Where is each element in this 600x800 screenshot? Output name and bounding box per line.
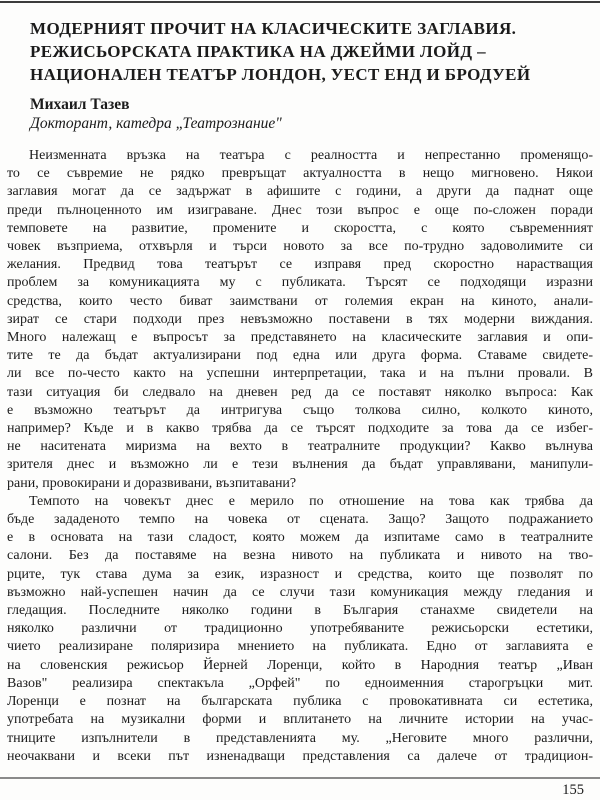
- text-line: рците, тук става дума за език, изразност и средства, които ще позволят по: [7, 566, 593, 582]
- text-line: човек възприема, отхвърля и търси новото за все по-трудно задоволимите си: [7, 239, 593, 255]
- article-body: [7, 147, 593, 766]
- text-line: не наситената миризма на вехто в театралните продукции? Какво вълнува: [7, 439, 593, 455]
- top-rule: [0, 1, 600, 3]
- text-line: зрителя днес и възможно ли е тези вълнения да бъдат управлявани, манипули-: [7, 457, 593, 473]
- author-name: Михаил Тазев: [30, 96, 130, 113]
- footer-rule: [0, 777, 600, 779]
- text-line: Темпото на човекът днес е мерило по отношение на това как трябва да: [29, 493, 593, 509]
- text-line: ли все по-често както на успешни интерпретации, така и на пълни провали. В: [7, 366, 593, 382]
- text-line: няколко различни от традиционно употребяваните режисьорски естетики,: [7, 621, 593, 637]
- text-line: бъде зададеното темпо на човека от сцената. Защо? Защото подражанието: [7, 512, 593, 528]
- text-line: заглавия могат да се задържат в афишите с години, а други да паднат още: [7, 184, 593, 200]
- text-line: темповете на развитие, промените и скоростта, с която съвременният: [7, 220, 593, 236]
- text-line: на словенския режисьор Йерней Лоренци, който в Народния театър „Иван: [7, 657, 593, 673]
- title-line: НАЦИОНАЛЕН ТЕАТЪР ЛОНДОН, УЕСТ ЕНД И БРОДУЕЙ: [30, 65, 531, 84]
- text-line: чието реализиране поляризира мнението на публиката. Едно от заглавията е: [7, 639, 593, 655]
- text-line: Много належащ е въпросът за представянето на класическите заглавия и опи-: [7, 330, 593, 346]
- text-line: проблем за комуникацията му с публиката. Търсят се подходящи изразни: [7, 275, 593, 291]
- text-line: употребата на музикални форми и вплитането на личните истории на учас-: [7, 712, 593, 728]
- author-affiliation: Докторант, катедра „Театрознание": [30, 115, 282, 132]
- text-line: възможно най-успешен начин да се случи тази комуникация между гледания и: [7, 584, 593, 600]
- paragraph: [7, 493, 593, 766]
- text-line: Лоренци е познат на българската публика с провокативната си естетика,: [7, 694, 593, 710]
- text-line: рани, провокирани и доразвивани, възпитавани?: [7, 475, 297, 491]
- title-line: МОДЕРНИЯТ ПРОЧИТ НА КЛАСИЧЕСКИТЕ ЗАГЛАВИЯ.: [30, 19, 517, 38]
- text-line: тниците изпълнители в представленията му. „Неговите много различни,: [7, 730, 593, 746]
- text-line: Неизменната връзка на театъра с реалността и непрестанно променящо-: [29, 148, 593, 163]
- article-title: [30, 17, 575, 86]
- text-line: салони. Без да поставяме на везна нивото на публиката и нивото на тво-: [7, 548, 593, 564]
- text-line: гледащия. Последните няколко години в България станахме свидетели на: [7, 603, 593, 619]
- text-line: тите те да бъдат актуализирани под една или друга форма. Ставаме свидете-: [7, 348, 593, 364]
- text-line: например? Къде и в какво трябва да се търсят подходите за това да се избег-: [7, 421, 593, 437]
- text-line: неочаквани и всеки път изненадващи представления са далече от традицион-: [7, 748, 593, 764]
- byline: [30, 95, 570, 133]
- text-line: е възможно театърът да интригува също толкова силно, колкото киното,: [7, 402, 593, 418]
- text-line: е в основата на тази сладост, която можем да изпитаме само в театралните: [7, 530, 593, 546]
- text-line: тази ситуация би следвало на дневен ред да се поставят няколко въпроса: Как: [7, 384, 593, 400]
- text-line: желания. Предвид това театърът се изправя пред скоростно нарастващия: [7, 257, 593, 273]
- page-number: 155: [562, 782, 584, 798]
- text-line: средства, които често биват заимствани от големия екран на киното, анали-: [7, 293, 593, 309]
- text-line: зират се стари подходи през невъзможно поставени в тях модерни виждания.: [7, 311, 593, 327]
- text-line: то се съвремие не рядко превръщат актуалността в нещо мигновено. Някои: [7, 166, 593, 182]
- text-line: Вазов" реализира спектакъла „Орфей" по едноименния старогръцки мит.: [7, 675, 593, 691]
- paragraph: [7, 147, 593, 493]
- title-line: РЕЖИСЬОРСКАТА ПРАКТИКА НА ДЖЕЙМИ ЛОЙД –: [30, 42, 487, 61]
- text-line: преди пълноценното им изиграване. Днес този въпрос е още по-сложен поради: [7, 202, 593, 218]
